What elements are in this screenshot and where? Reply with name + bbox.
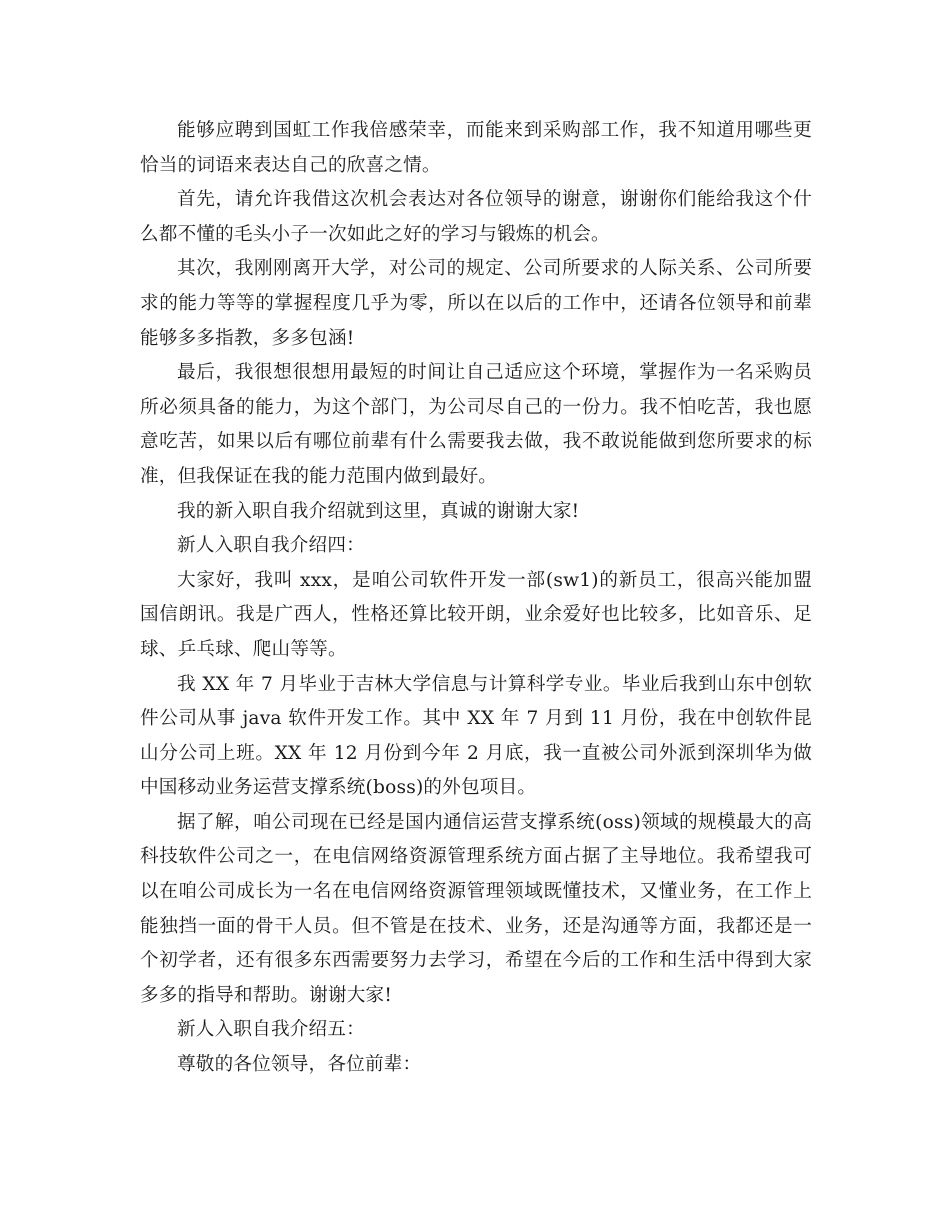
paragraph: 其次，我刚刚离开大学，对公司的规定、公司所要求的人际关系、公司所要求的能力等等的掌握程度几乎为零，所以在以后的工作中，还请各位领导和前辈能够多多指教，多多包涵!	[140, 258, 812, 349]
document-body	[140, 114, 812, 1083]
paragraph: 据了解，咱公司现在已经是国内通信运营支撑系统(oss)领域的规模最大的高科技软件公司之一，在电信网络资源管理系统方面占据了主导地位。我希望我可以在咱公司成长为一名在电信网络资源管理领域既懂技术，又懂业务，在工作上能独挡一面的骨干人员。但不管是在技术、业务，还是沟通等方面，我都还是一个初学者，还有很多东西需要努力去学习，希望在今后的工作和生活中得到大家多多的指导和帮助。谢谢大家!	[140, 811, 812, 1006]
section-heading: 新人入职自我介绍四：	[177, 535, 365, 557]
paragraph: 我的新入职自我介绍就到这里，真诚的谢谢大家!	[177, 500, 580, 522]
section-heading: 新人入职自我介绍五：	[177, 1019, 365, 1041]
paragraph: 能够应聘到国虹工作我倍感荣幸，而能来到采购部工作，我不知道用哪些更恰当的词语来表达自己的欣喜之情。	[140, 120, 812, 176]
paragraph: 首先，请允许我借这次机会表达对各位领导的谢意，谢谢你们能给我这个什么都不懂的毛头小子一次如此之好的学习与锻炼的机会。	[140, 189, 812, 245]
paragraph: 尊敬的各位领导，各位前辈：	[177, 1054, 422, 1076]
paragraph: 最后，我很想很想用最短的时间让自己适应这个环境，掌握作为一名采购员所必须具备的能力，为这个部门，为公司尽自己的一份力。我不怕吃苦，我也愿意吃苦，如果以后有哪位前辈有什么需要我去做，我不敢说能做到您所要求的标准，但我保证在我的能力范围内做到最好。	[140, 362, 812, 487]
paragraph: 大家好，我叫 xxx，是咱公司软件开发一部(sw1)的新员工，很高兴能加盟国信朗讯。我是广西人，性格还算比较开朗，业余爱好也比较多，比如音乐、足球、乒乓球、爬山等等。	[140, 569, 812, 660]
paragraph: 我 XX 年 7 月毕业于吉林大学信息与计算科学专业。毕业后我到山东中创软件公司从事 java 软件开发工作。其中 XX 年 7 月到 11 月份，我在中创软件昆山分公司上班。XX 年 12 月份到今年 2 月底，我一直被公司外派到深圳华为做中国移动业务运营支撑系统(boss)的外包项目。	[140, 673, 812, 799]
